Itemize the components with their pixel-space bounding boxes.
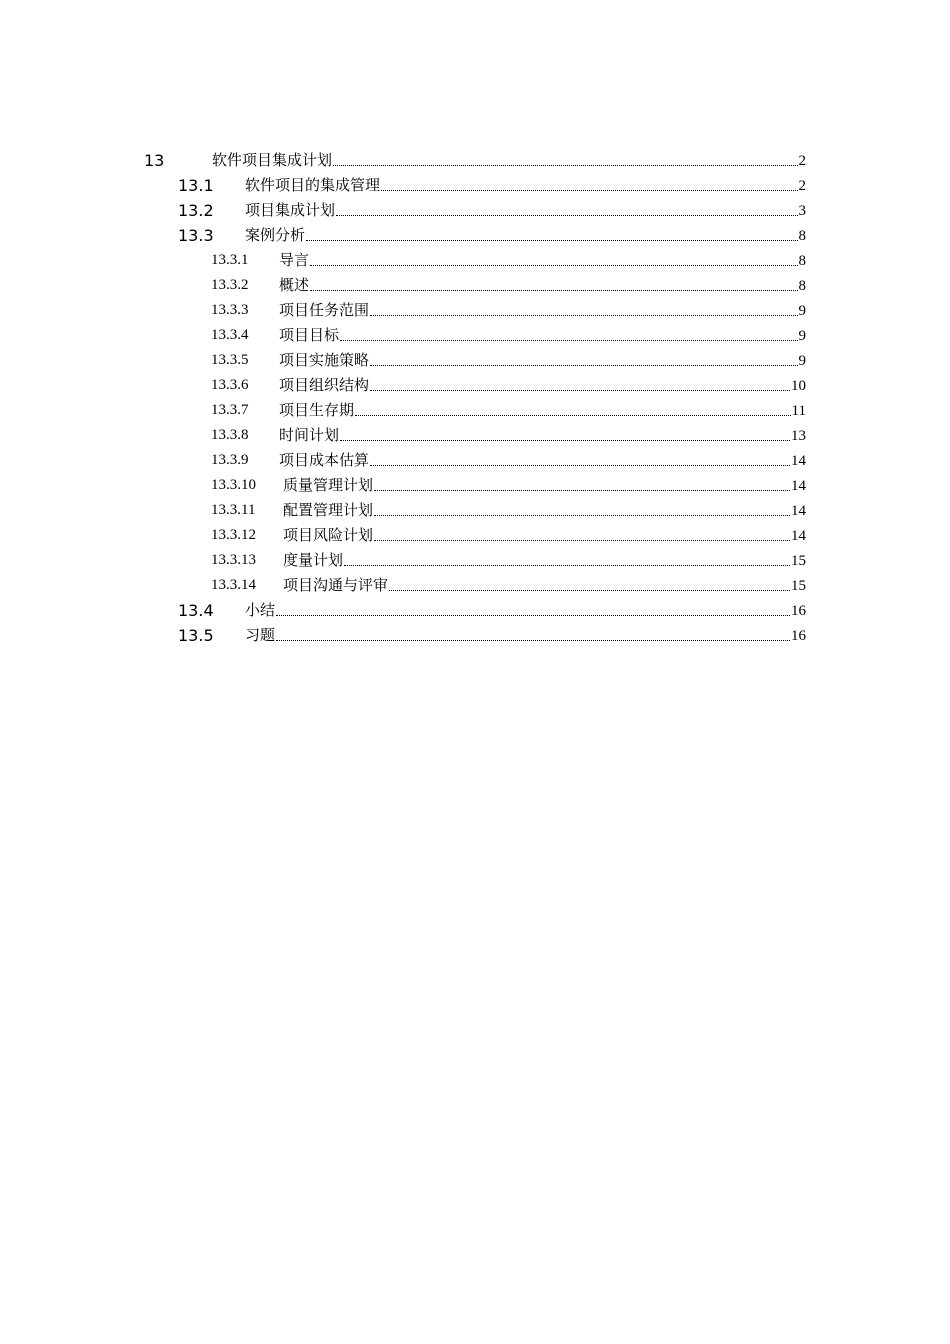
- toc-entry-number: 13.3.14: [211, 577, 256, 593]
- toc-entry[interactable]: [0, 498, 950, 523]
- toc-entry-page: 8: [798, 228, 806, 244]
- dot-leader: [310, 265, 797, 266]
- dot-leader: [306, 240, 797, 241]
- dot-leader: [370, 365, 797, 366]
- toc-entry-line: [279, 298, 806, 323]
- toc-entry-title: 时间计划: [279, 426, 340, 444]
- toc-entry-page: 15: [791, 578, 806, 594]
- toc-entry[interactable]: [0, 523, 950, 548]
- dot-leader: [374, 540, 790, 541]
- toc-entry-title: 配置管理计划: [283, 501, 374, 519]
- toc-entry-number: 13.3.9: [211, 452, 249, 468]
- toc-entry[interactable]: [0, 623, 950, 648]
- toc-entry-line: [283, 548, 806, 573]
- toc-entry[interactable]: [0, 448, 950, 473]
- toc-entry-title: 度量计划: [283, 551, 344, 569]
- toc-entry-title: 概述: [279, 276, 310, 294]
- toc-entry-line: [283, 473, 806, 498]
- toc-entry-number: 13.3.5: [211, 352, 249, 368]
- toc-entry[interactable]: [0, 548, 950, 573]
- toc-entry[interactable]: [0, 423, 950, 448]
- toc-entry-line: [279, 373, 806, 398]
- toc-entry-line: [283, 523, 806, 548]
- toc-entry-line: [245, 598, 806, 623]
- dot-leader: [336, 215, 797, 216]
- dot-leader: [389, 590, 790, 591]
- toc-entry-line: [245, 198, 806, 223]
- dot-leader: [370, 315, 797, 316]
- toc-entry-number: 13.3.13: [211, 552, 256, 568]
- toc-entry[interactable]: [0, 248, 950, 273]
- toc-entry-number: 13.3.1: [211, 252, 249, 268]
- toc-entry-page: 3: [798, 203, 806, 219]
- toc-entry-title: 项目目标: [279, 326, 340, 344]
- toc-entry-number: 13.3.10: [211, 477, 256, 493]
- toc-entry[interactable]: [0, 198, 950, 223]
- toc-entry-page: 9: [798, 353, 806, 369]
- toc-entry[interactable]: [0, 298, 950, 323]
- dot-leader: [276, 640, 790, 641]
- toc-entry-title: 项目组织结构: [279, 376, 370, 394]
- toc-entry-line: [283, 498, 806, 523]
- toc-entry-number: 13.5: [178, 626, 214, 645]
- toc-entry-title: 项目任务范围: [279, 301, 370, 319]
- toc-entry-title: 小结: [245, 601, 276, 619]
- toc-entry[interactable]: [0, 223, 950, 248]
- dot-leader: [381, 190, 797, 191]
- toc-entry-page: 16: [791, 603, 806, 619]
- toc-entry-line: [212, 148, 806, 173]
- toc-entry-number: 13.3: [178, 226, 214, 245]
- toc-entry-title: 项目风险计划: [283, 526, 374, 544]
- toc-entry-line: [279, 348, 806, 373]
- toc-entry-line: [245, 173, 806, 198]
- toc-entry[interactable]: [0, 373, 950, 398]
- toc-entry-page: 9: [798, 328, 806, 344]
- toc-entry-line: [245, 223, 806, 248]
- toc-entry-page: 2: [798, 153, 806, 169]
- toc-entry-number: 13.3.12: [211, 527, 256, 543]
- dot-leader: [370, 390, 790, 391]
- toc-entry-number: 13.1: [178, 176, 214, 195]
- toc-entry-page: 9: [798, 303, 806, 319]
- toc-entry-page: 2: [798, 178, 806, 194]
- toc-entry-line: [279, 423, 806, 448]
- toc-entry-page: 14: [791, 478, 806, 494]
- toc-entry-title: 软件项目的集成管理: [245, 176, 381, 194]
- toc-entry[interactable]: [0, 398, 950, 423]
- toc-entry-line: [279, 248, 806, 273]
- toc-entry-number: 13.3.8: [211, 427, 249, 443]
- dot-leader: [276, 615, 790, 616]
- toc-entry-number: 13.3.11: [211, 502, 256, 518]
- toc-entry-page: 15: [791, 553, 806, 569]
- toc-entry-number: 13.3.6: [211, 377, 249, 393]
- toc-entry-title: 习题: [245, 626, 276, 644]
- toc-entry[interactable]: [0, 573, 950, 598]
- toc-entry-number: 13.3.3: [211, 302, 249, 318]
- toc-entry-page: 8: [798, 253, 806, 269]
- toc-entry[interactable]: [0, 148, 950, 173]
- toc-entry-line: [279, 273, 806, 298]
- toc-entry-title: 项目生存期: [279, 401, 355, 419]
- toc-entry-line: [283, 573, 806, 598]
- toc-entry-title: 导言: [279, 251, 310, 269]
- toc-entry-page: 14: [791, 528, 806, 544]
- toc-entry-page: 14: [791, 453, 806, 469]
- dot-leader: [344, 565, 790, 566]
- toc-entry[interactable]: [0, 323, 950, 348]
- toc-entry-page: 16: [791, 628, 806, 644]
- toc-entry-title: 项目沟通与评审: [283, 576, 389, 594]
- toc-entry-title: 项目成本估算: [279, 451, 370, 469]
- toc-entry[interactable]: [0, 473, 950, 498]
- toc-entry-page: 8: [798, 278, 806, 294]
- toc-entry-title: 软件项目集成计划: [212, 151, 333, 169]
- toc-entry-number: 13: [144, 151, 165, 170]
- toc-entry-title: 案例分析: [245, 226, 306, 244]
- dot-leader: [310, 290, 797, 291]
- toc-entry-line: [245, 623, 806, 648]
- dot-leader: [340, 340, 797, 341]
- dot-leader: [374, 515, 790, 516]
- toc-entry-page: 13: [791, 428, 806, 444]
- toc-entry-number: 13.3.2: [211, 277, 249, 293]
- toc-entry[interactable]: [0, 173, 950, 198]
- toc-entry-page: 10: [791, 378, 806, 394]
- toc-entry-title: 项目集成计划: [245, 201, 336, 219]
- toc-entry-number: 13.2: [178, 201, 214, 220]
- dot-leader: [370, 465, 790, 466]
- toc-entry[interactable]: [0, 598, 950, 623]
- dot-leader: [340, 440, 790, 441]
- toc-entry-number: 13.4: [178, 601, 214, 620]
- dot-leader: [333, 165, 797, 166]
- toc-entry-number: 13.3.7: [211, 402, 249, 418]
- toc-entry-line: [279, 448, 806, 473]
- toc-entry[interactable]: [0, 273, 950, 298]
- dot-leader: [374, 490, 790, 491]
- toc-entry-page: 14: [791, 503, 806, 519]
- dot-leader: [355, 415, 791, 416]
- toc-entry-title: 质量管理计划: [283, 476, 374, 494]
- toc-entry-title: 项目实施策略: [279, 351, 370, 369]
- toc-entry-line: [279, 398, 806, 423]
- toc-entry-line: [279, 323, 806, 348]
- toc-entry-number: 13.3.4: [211, 327, 249, 343]
- toc-entry-page: 11: [791, 403, 806, 419]
- toc-entry[interactable]: [0, 348, 950, 373]
